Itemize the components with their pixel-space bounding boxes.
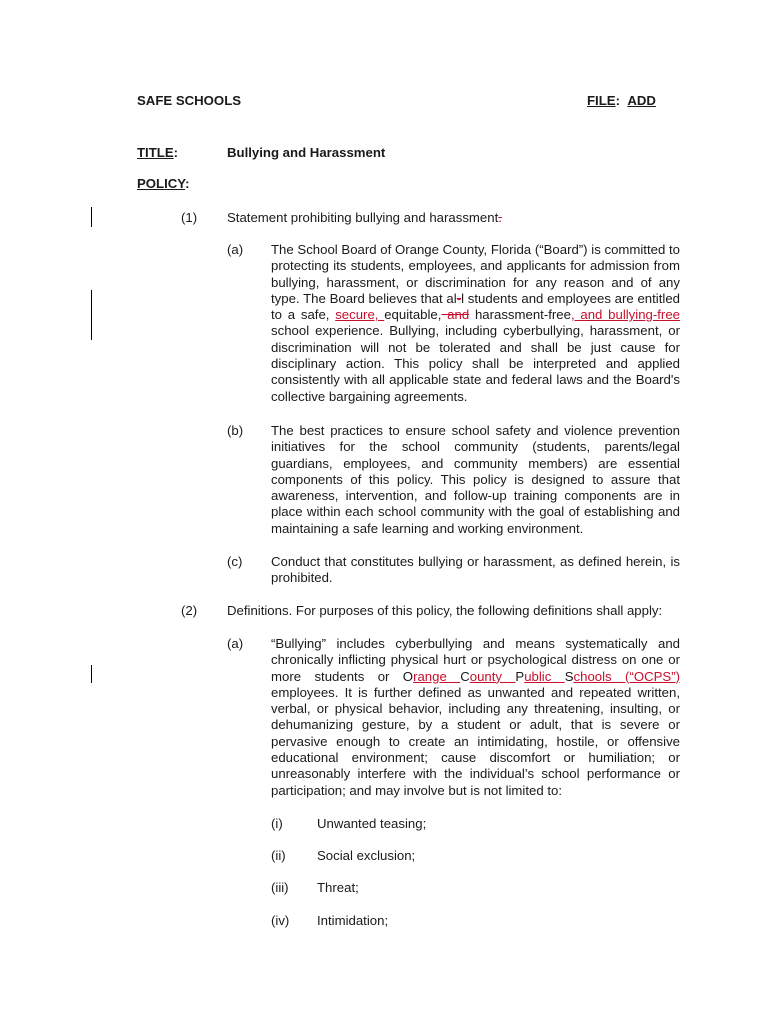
file-code-value: ADD: [627, 93, 656, 108]
doc-title: Bullying and Harassment: [227, 145, 386, 160]
section-number: (1): [181, 210, 198, 225]
policy-label: [137, 176, 190, 191]
file-sep: :: [615, 93, 620, 108]
list-item: Unwanted teasing;: [317, 816, 427, 831]
deleted-text: .: [498, 210, 502, 225]
item-label: (iii): [271, 880, 289, 895]
text-run: “Bullying” includes cyberbullying and means systematically and chronically inflicting physical hurt or psychological distress on one or more students or O: [271, 636, 680, 684]
paragraph-1c: Conduct that constitutes bullying or harassment, as defined herein, is prohibited.: [271, 554, 680, 586]
text-run: C: [460, 668, 470, 684]
item-label: (iv): [271, 913, 290, 928]
inserted-text: ublic: [524, 668, 565, 684]
paragraph-1a: [271, 242, 680, 405]
paragraph-1b: The best practices to ensure school safety and violence prevention initiatives for the school community (students, parents/legal guardians, employees, and community members) are essential components of this policy. This policy is designed to assure that awareness, intervention, and follow-up training components are in place within each school community with the goal of establishing and maintaining a safe learning and working environment.: [271, 423, 680, 536]
text-run: harassment-free: [469, 307, 571, 323]
title-label-text: TITLE: [137, 145, 174, 160]
inserted-text: range: [413, 668, 461, 684]
text-run: P: [515, 668, 525, 684]
section-heading: Definitions. For purposes of this policy, the following definitions shall apply:: [227, 603, 663, 618]
subsection-label: (a): [227, 242, 244, 257]
item-label: (ii): [271, 848, 286, 863]
inserted-text: secure,: [335, 307, 385, 323]
text-run: school experience. Bullying, including cyberbullying, harassment, or discrimination will not be tolerated and shall be just cause for disciplinary action. This policy shall be interpreted and applied consistently with all applicable state and federal laws and the Board's collective bargaining agreements.: [271, 323, 680, 404]
list-item: Intimidation;: [317, 913, 389, 928]
title-sep: :: [173, 145, 179, 160]
deleted-text: -: [456, 290, 462, 306]
doc-section-header: SAFE SCHOOLS: [137, 93, 242, 108]
title-label: [137, 145, 178, 160]
inserted-text: ounty: [469, 668, 516, 684]
change-bar: [91, 290, 92, 340]
inserted-text: chools (“OCPS”): [573, 668, 680, 684]
section-heading: [227, 210, 502, 225]
section-number: (2): [181, 603, 198, 618]
inserted-text: , and bullying-free: [570, 307, 680, 323]
section-heading-text: Statement prohibiting bullying and harassment: [227, 210, 499, 225]
text-run: l students and employees are entitled to a safe,: [271, 290, 681, 323]
text-run: S: [564, 668, 574, 684]
change-bar: [91, 665, 92, 683]
doc-file-code: [587, 93, 656, 108]
subsection-label: (c): [227, 554, 243, 569]
subsection-label: (b): [227, 423, 244, 438]
text-run: equitable,: [384, 307, 442, 323]
policy-label-text: POLICY: [137, 176, 186, 191]
deleted-text: and: [441, 307, 470, 323]
text-run: employees. It is further defined as unwanted and repeated written, verbal, or physical behavior, including any threatening, insulting, or dehumanizing gesture, by a student or adult, that is severe or pervasive enough to create an intimidating, hostile, or offensive educational environment; cause discomfort or humiliation; or unreasonably interfere with the individual’s school performance or participation; and may involve but is not limited to:: [271, 684, 680, 798]
policy-sep: :: [185, 176, 190, 191]
file-label: FILE: [587, 93, 616, 108]
list-item: Threat;: [317, 880, 359, 895]
change-bar: [91, 207, 92, 227]
paragraph-2a: [271, 636, 680, 799]
text-run: The School Board of Orange County, Florida (“Board”) is committed to protecting its students, employees, and applicants for admission from bullying, harassment, or discrimination for any reason and of any type. The Board believes that al: [271, 242, 680, 306]
item-label: (i): [271, 816, 283, 831]
list-item: Social exclusion;: [317, 848, 416, 863]
subsection-label: (a): [227, 636, 244, 651]
